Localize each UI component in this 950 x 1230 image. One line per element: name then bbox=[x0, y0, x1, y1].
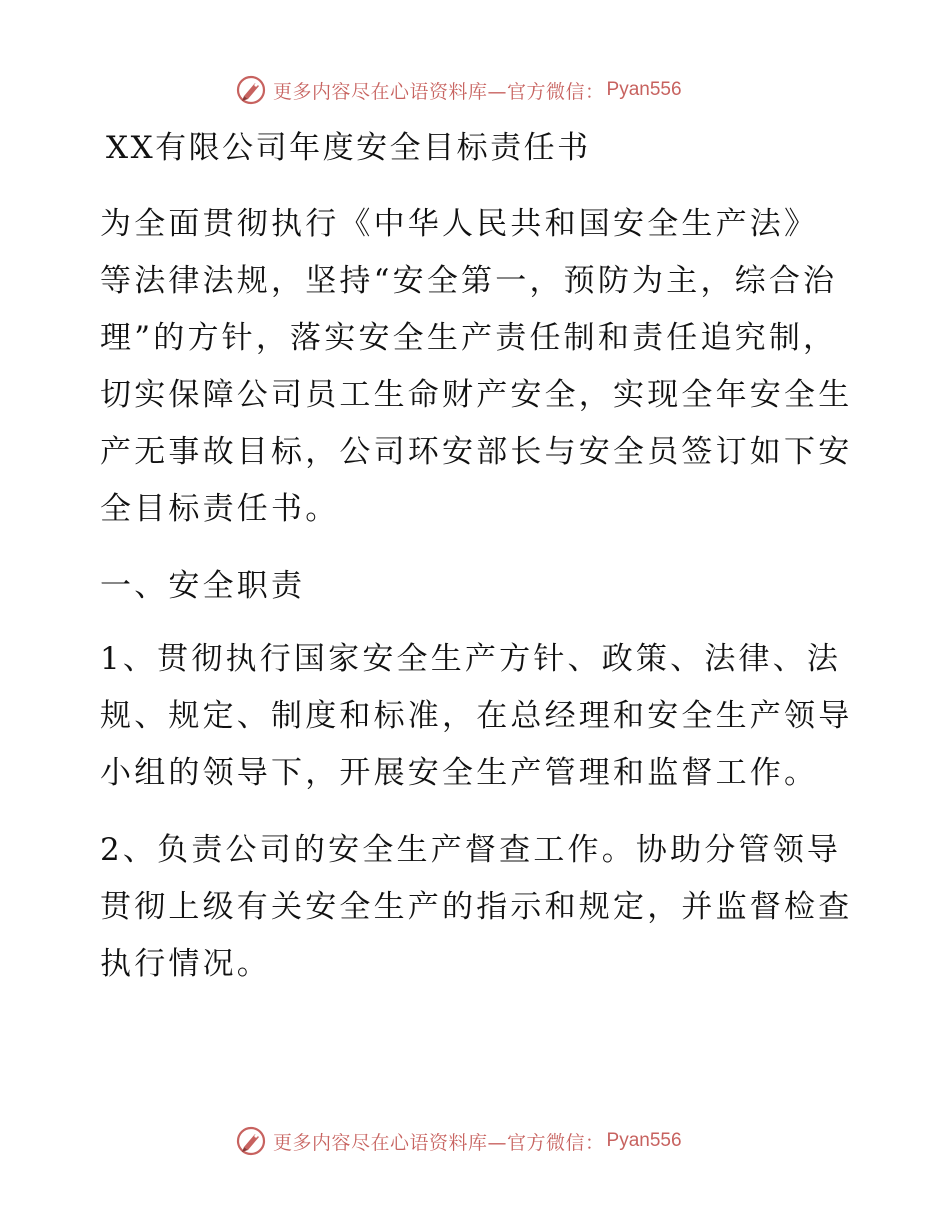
intro-line: 产无事故目标，公司环安部长与安全员签订如下安 bbox=[100, 434, 853, 470]
footer-watermark bbox=[235, 1124, 682, 1158]
intro-line: 全目标责任书。 bbox=[100, 491, 340, 527]
header-watermark bbox=[235, 73, 682, 107]
watermark-text: 更多内容尽在心语资料库—官方微信： bbox=[273, 80, 605, 103]
watermark-handle: Pyan556 bbox=[606, 79, 682, 100]
watermark-text: 更多内容尽在心语资料库—官方微信： bbox=[273, 1131, 605, 1154]
intro-line: 等法律法规，坚持“安全第一，预防为主，综合治 bbox=[100, 263, 838, 299]
item-line: 1、贯彻执行国家安全生产方针、政策、法律、法 bbox=[100, 641, 842, 677]
item-line: 2、负责公司的安全生产督查工作。协助分管领导 bbox=[100, 832, 842, 868]
section-heading: 一、安全职责 bbox=[100, 568, 306, 604]
duty-item-1 bbox=[100, 631, 853, 802]
pen-logo-icon bbox=[235, 74, 267, 106]
item-line: 贯彻上级有关安全生产的指示和规定，并监督检查 bbox=[100, 889, 853, 925]
document-title: XX有限公司年度安全目标责任书 bbox=[106, 130, 591, 166]
item-line: 执行情况。 bbox=[100, 946, 271, 982]
watermark-handle: Pyan556 bbox=[606, 1130, 682, 1151]
pen-logo-icon bbox=[235, 1125, 267, 1157]
duty-item-2 bbox=[100, 822, 853, 993]
item-line: 规、规定、制度和标准，在总经理和安全生产领导 bbox=[100, 698, 853, 734]
intro-line: 切实保障公司员工生命财产安全，实现全年安全生 bbox=[100, 377, 853, 413]
intro-line: 理”的方针，落实安全生产责任制和责任追究制， bbox=[100, 320, 838, 356]
intro-line: 为全面贯彻执行《中华人民共和国安全生产法》 bbox=[100, 206, 819, 242]
intro-paragraph bbox=[100, 196, 853, 538]
item-line: 小组的领导下，开展安全生产管理和监督工作。 bbox=[100, 755, 819, 791]
